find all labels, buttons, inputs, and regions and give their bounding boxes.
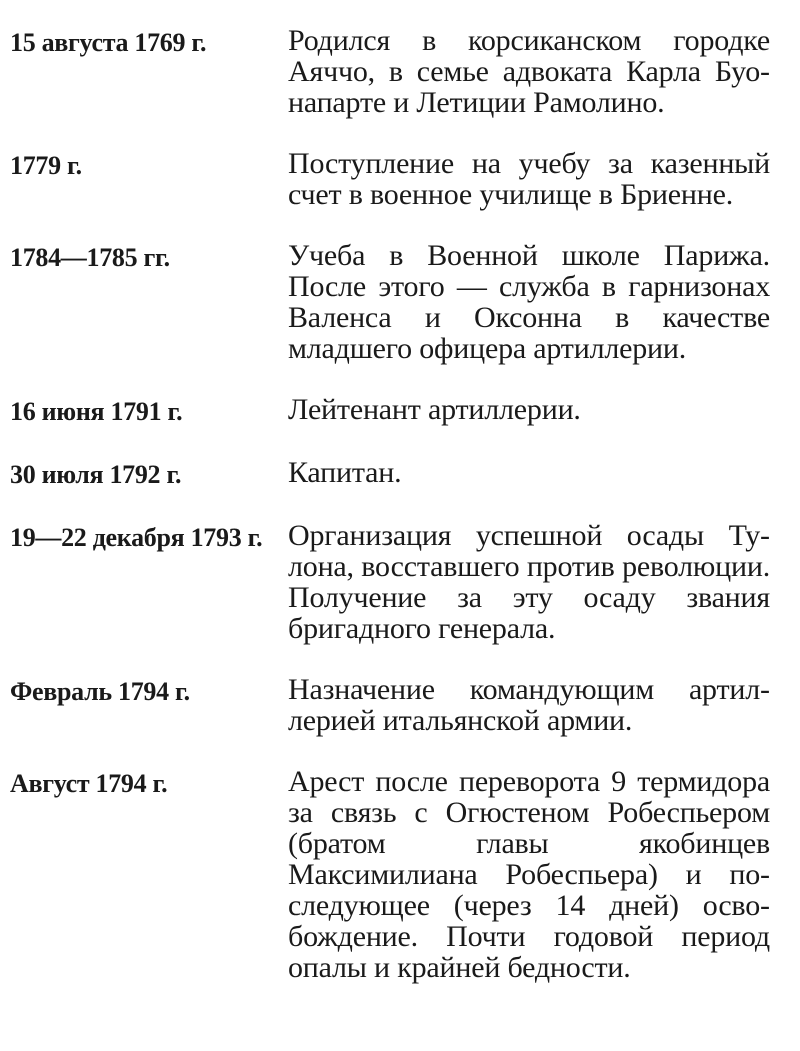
entry-description: Родился в корсиканском городке Аяччо, в семье адвоката Карла Буонапарте и Летиции Рамолино. <box>288 24 770 119</box>
chronology-entry <box>10 25 772 118</box>
chronology-entry <box>10 457 772 490</box>
chronology-entry <box>10 394 772 427</box>
entry-description: Арест после переворота 9 термидора за связь с Огюстеном Робеспьером (братом главы якобинцев Максимилиана Робеспьера) и последующее (через 14 дней) освобождение. Почти годовой период опалы и крайней бедности. <box>288 765 770 984</box>
chronology-entry <box>10 240 772 364</box>
entry-description: Назначение командующим артиллерией итальянской армии. <box>288 673 770 737</box>
entry-description: Организация успешной осады Тулона, восставшего против революции. Получение за эту осаду звания бригадного генерала. <box>288 519 770 645</box>
entry-date: 16 июня 1791 г. <box>10 397 183 426</box>
entry-description: Лейтенант артиллерии. <box>288 393 581 426</box>
entry-description: Поступление на учебу за казенный счет в военное училище в Бриенне. <box>288 147 770 211</box>
entry-description: Учеба в Военной школе Парижа. После этого — служба в гарнизонах Валенса и Оксонна в качестве младшего офицера артиллерии. <box>288 239 770 365</box>
entry-date: Август 1794 г. <box>10 769 168 798</box>
chronology-entry <box>10 766 772 983</box>
chronology-entry <box>10 674 772 736</box>
chronology-entry <box>10 148 772 210</box>
entry-description: Капитан. <box>288 456 402 489</box>
entry-date: 30 июля 1792 г. <box>10 460 182 489</box>
entry-date: 19—22 декабря 1793 г. <box>10 523 263 552</box>
entry-date: Февраль 1794 г. <box>10 677 190 706</box>
entry-date: 1784—1785 гг. <box>10 243 170 272</box>
entry-date: 1779 г. <box>10 151 82 180</box>
chronology-entry <box>10 520 772 644</box>
chronology-list <box>10 25 772 983</box>
entry-date: 15 августа 1769 г. <box>10 28 207 57</box>
